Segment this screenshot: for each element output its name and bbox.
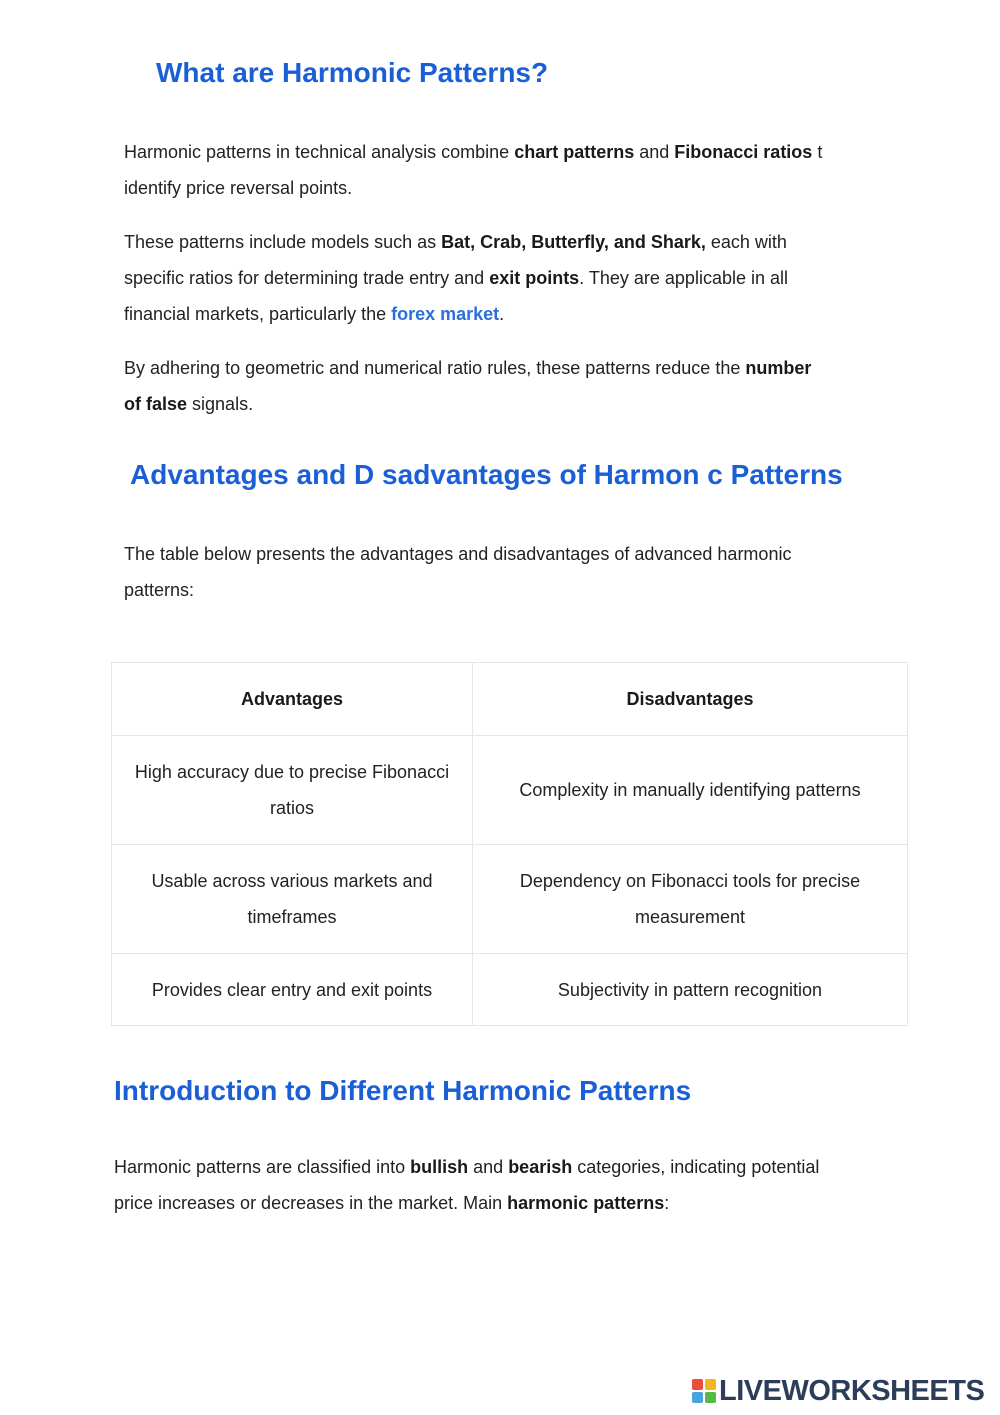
patterns-paragraph-line-1: These patterns include models such as Bat, Crab, Butterfly, and Shark, each with <box>124 232 787 252</box>
logo-square-1 <box>692 1379 703 1390</box>
header-advantages: Advantages <box>112 663 473 736</box>
disadvantage-cell: Subjectivity in pattern recognition <box>473 954 908 1026</box>
rules-paragraph-line-1: By adhering to geometric and numerical ratio rules, these patterns reduce the number <box>124 358 812 378</box>
intro-paragraph-line-2: identify price reversal points. <box>124 178 353 198</box>
advantage-cell: Usable across various markets and timeframes <box>112 845 473 954</box>
heading-advantages-disadvantages: Advantages and D sadvantages of Harmon c Patterns <box>130 459 843 490</box>
patterns-paragraph-line-2: specific ratios for determining trade entry and exit points. They are applicable in all <box>124 268 788 288</box>
advantage-cell: High accuracy due to precise Fibonacci ratios <box>112 736 473 845</box>
table-intro-line-2: patterns: <box>124 580 195 600</box>
patterns-paragraph-line-3: financial markets, particularly the forex market. <box>124 304 505 324</box>
logo-square-2 <box>705 1379 716 1390</box>
forex-market-link[interactable]: forex market <box>391 304 500 324</box>
table-row <box>112 845 908 954</box>
logo-square-4 <box>705 1392 716 1403</box>
intro-paragraph-line-1: Harmonic patterns in technical analysis combine chart patterns and Fibonacci ratios t <box>124 142 823 162</box>
classification-paragraph-line-1: Harmonic patterns are classified into bullish and bearish categories, indicating potential <box>114 1157 820 1177</box>
advantages-table <box>111 662 908 1026</box>
table-header-row <box>112 663 908 736</box>
table-row <box>112 736 908 845</box>
table-intro-line-1: The table below presents the advantages and disadvantages of advanced harmonic <box>124 544 792 564</box>
liveworksheets-logo-icon <box>692 1379 716 1403</box>
advantage-cell: Provides clear entry and exit points <box>112 954 473 1026</box>
disadvantage-cell: Complexity in manually identifying patterns <box>473 736 908 845</box>
rules-paragraph-line-2: of false signals. <box>124 394 254 414</box>
logo-square-3 <box>692 1392 703 1403</box>
header-disadvantages: Disadvantages <box>473 663 908 736</box>
table-row <box>112 954 908 1026</box>
liveworksheets-logo-text: LIVEWORKSHEETS <box>719 1374 985 1407</box>
classification-paragraph-line-2: price increases or decreases in the market. Main harmonic patterns: <box>114 1193 670 1213</box>
disadvantage-cell: Dependency on Fibonacci tools for precise measurement <box>473 845 908 954</box>
liveworksheets-logo[interactable] <box>692 1374 984 1408</box>
heading-what-are-harmonic-patterns: What are Harmonic Patterns? <box>156 57 549 88</box>
heading-introduction-harmonic-patterns: Introduction to Different Harmonic Patterns <box>114 1075 692 1106</box>
